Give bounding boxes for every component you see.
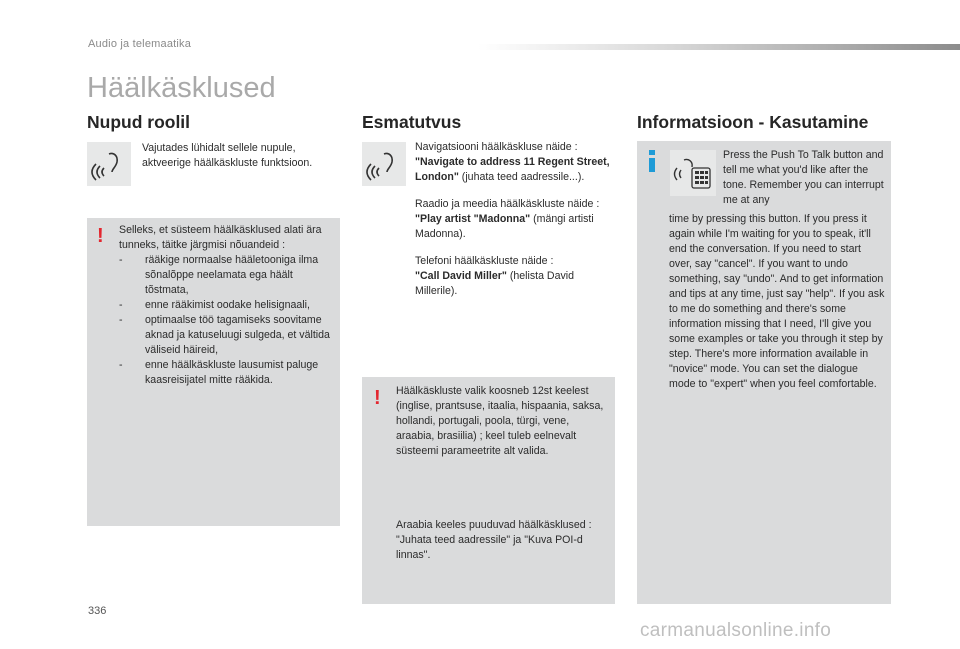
media-example: [415, 197, 610, 242]
voice-command-keypad-icon: [670, 150, 716, 196]
advice-list: [119, 253, 335, 388]
example-label: Telefoni häälkäskluste näide :: [415, 255, 554, 267]
phone-example: [415, 254, 610, 299]
heading-first-steps: Esmatutvus: [362, 112, 462, 132]
languages-text: Häälkäskluste valik koosneb 12st keelest (inglise, prantsuse, itaalia, hispaania, saksa, hollandi, portugali, poola, türgi, vene, araabia, brasiilia) ; keel tuleb eelnevalt süsteemi parameetrite alt valida.: [396, 385, 604, 457]
list-item: - rääkige normaalse hääletooniga ilma sõnalõppe neelamata ega häält tõstmata,: [119, 253, 335, 298]
voice-command-icon: [87, 142, 131, 186]
example-label: Navigatsiooni häälkäskluse näide :: [415, 141, 578, 153]
warning-icon: !: [374, 387, 381, 409]
warning-box-languages: [362, 377, 615, 604]
info-text-top: Press the Push To Talk button and tell me what you'd like after the tone. Remember you can interrupt me at any: [723, 149, 884, 206]
intro-text: Vajutades lühidalt sellele nupule, aktveerige häälkäskluste funktsioon.: [142, 142, 313, 169]
navigation-example: [415, 140, 610, 185]
example-note: (helista David Millerile).: [415, 270, 575, 297]
heading-information-usage: Informatsioon - Kasutamine: [637, 112, 869, 132]
section-label: Audio ja telemaatika: [88, 38, 192, 50]
example-note: (mängi artisti Madonna).: [415, 213, 594, 240]
list-item: - enne häälkäskluste lausumist paluge kaasreisijatel mitte rääkida.: [119, 358, 335, 388]
example-command: "Play artist "Madonna": [415, 213, 531, 225]
warning-box-recognition: [87, 218, 340, 526]
voice-command-icon: [362, 142, 406, 186]
list-item: - enne rääkimist oodake helisignaali,: [119, 298, 335, 313]
example-note: (juhata teed aadressile...).: [458, 171, 585, 183]
page-number: 336: [88, 605, 107, 617]
header-gradient-bar: [478, 44, 960, 50]
page-title: Häälkäsklused: [87, 72, 276, 104]
list-item: - optimaalse töö tagamiseks soovitame aknad ja katuseluugi sulgeda, et vältida väliseid häireid,: [119, 313, 335, 358]
warning-icon: !: [97, 225, 104, 247]
warning-lead: Selleks, et süsteem häälkäsklused alati ära tunneks, täitke järgmisi nõuandeid :: [119, 224, 322, 251]
info-box: [637, 141, 891, 604]
example-command: "Call David Miller": [415, 270, 507, 282]
info-icon: [649, 150, 655, 172]
arabic-note: Araabia keeles puuduvad häälkäsklused : "Juhata teed aadressile" ja "Kuva POI-d linnas".: [396, 519, 592, 561]
watermark: carmanualsonline.info: [640, 620, 832, 641]
info-text-body: time by pressing this button. If you press it again while I'm waiting for you to speak, it'll end the conversation. If you need to start over, say "cancel". If you want to undo something, say "undo". And to get information and tips at any time, just say "help". If you ask to me do something and there's some information missing that I need, I'll give you some examples or take you through it step by step. There's more information available in "novice" mode. You can set the dialogue mode to "expert" when you feel comfortable.: [669, 213, 885, 390]
heading-steering-buttons: Nupud roolil: [87, 112, 191, 132]
example-command: "Navigate to address 11 Regent Street, London": [415, 156, 610, 183]
example-label: Raadio ja meedia häälkäskluste näide :: [415, 198, 600, 210]
